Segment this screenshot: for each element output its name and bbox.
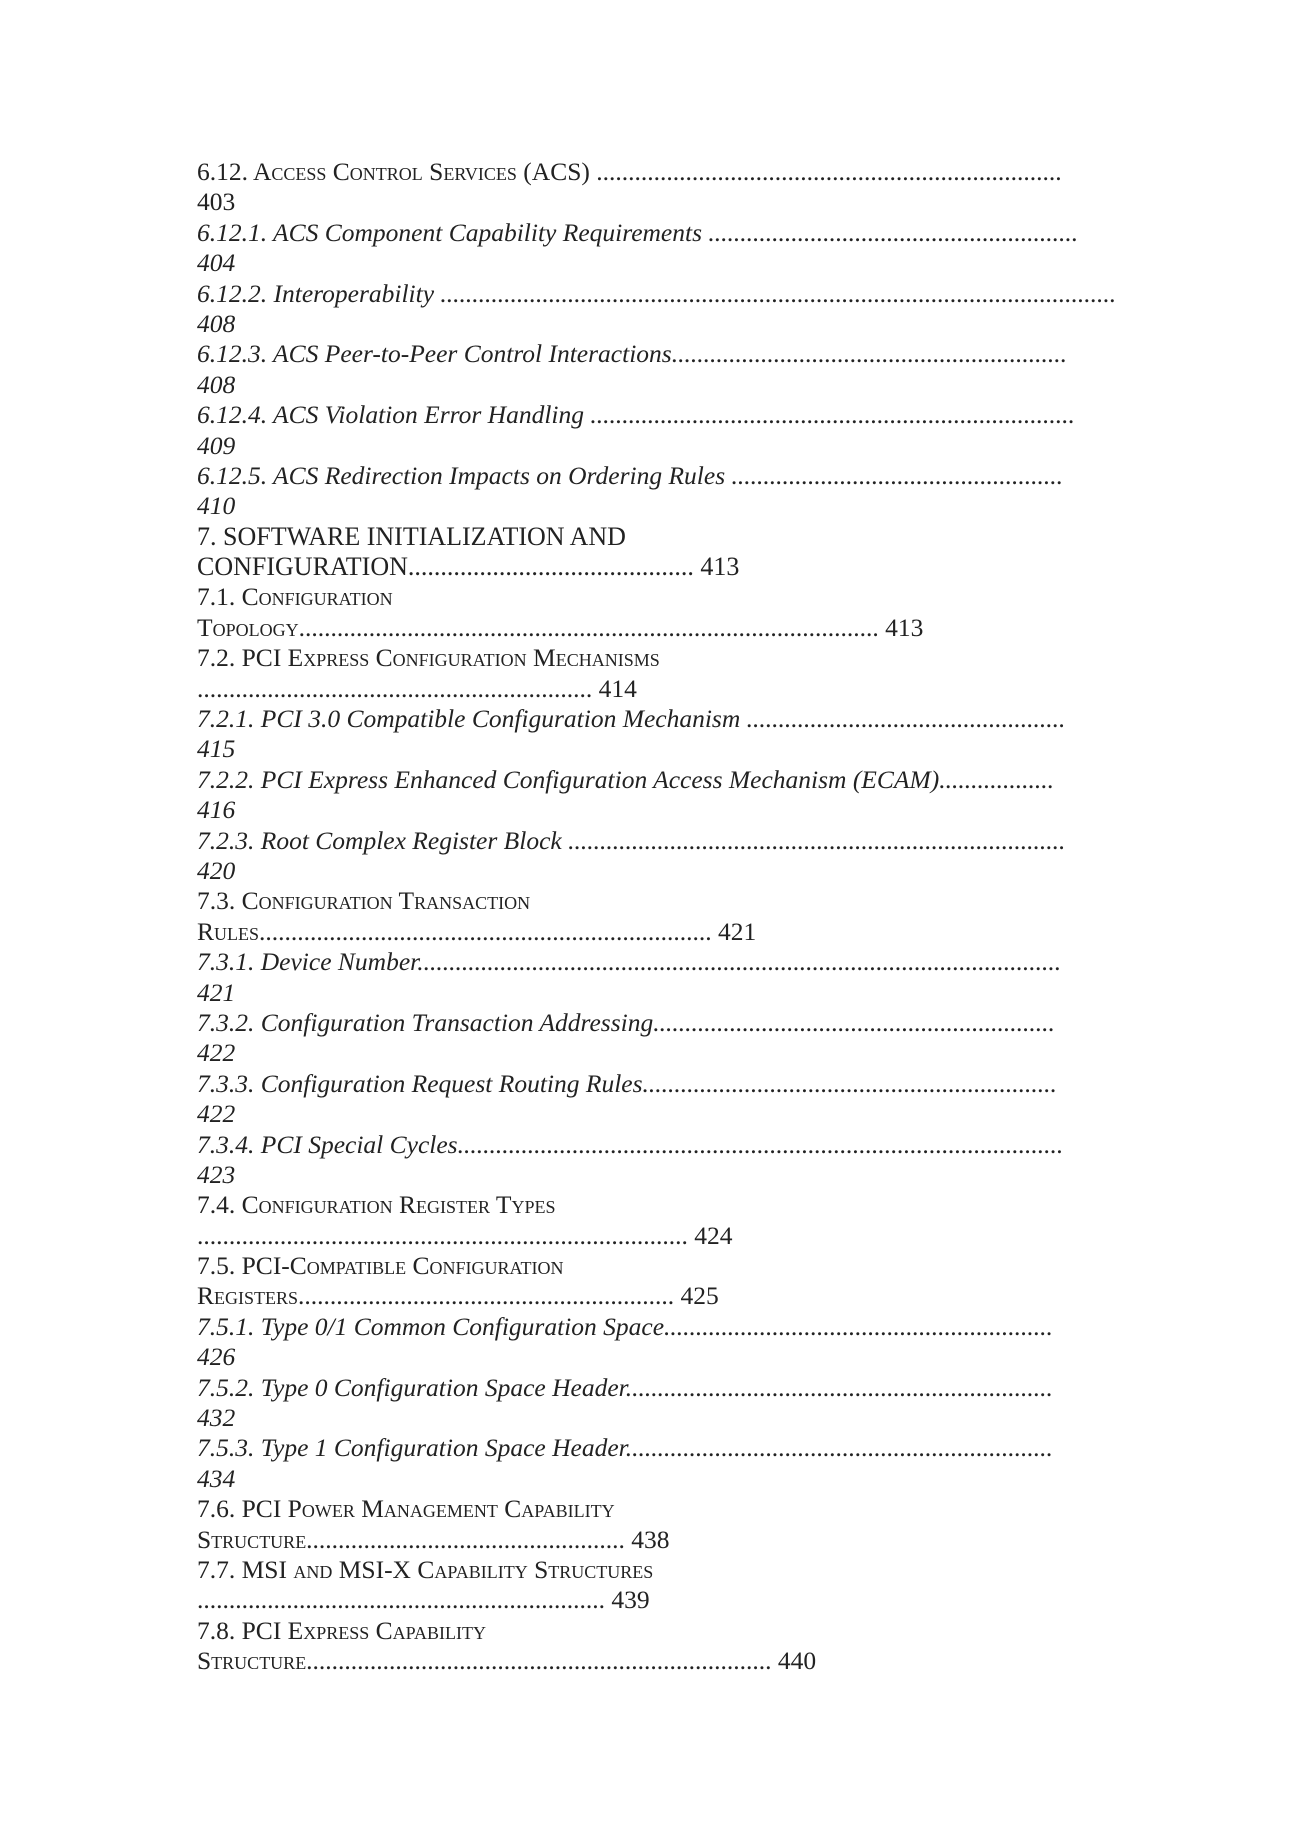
toc-entry-title: 7.5. PCI-Compatible Configuration: [197, 1251, 564, 1281]
toc-entry-title: 7.3.2. Configuration Transaction Addressing...............................................................: [197, 1007, 1055, 1037]
toc-entry[interactable]: [197, 643, 1127, 704]
toc-entry[interactable]: [197, 1251, 1127, 1312]
toc-entry-page: 432: [197, 1403, 236, 1433]
toc-entry-page: 408: [197, 308, 236, 338]
toc-entry-title: 7.3.3. Configuration Request Routing Rules.................................................................: [197, 1068, 1057, 1098]
toc-entry-page: 415: [197, 734, 236, 764]
toc-entry-page: 408: [197, 369, 236, 399]
toc-entry-page: Registers........................................................... 425: [197, 1281, 719, 1311]
toc-entry-title: 7.2.2. PCI Express Enhanced Configuration Access Mechanism (ECAM)..................: [197, 764, 1054, 794]
toc-entry-title: 7.5.3. Type 1 Configuration Space Header...................................................................: [197, 1433, 1053, 1463]
toc-page: [197, 157, 1127, 1677]
toc-entry-title: 6.12.2. Interoperability ..........................................................................................................: [197, 278, 1117, 308]
toc-entry-title: 7.2.1. PCI 3.0 Compatible Configuration Mechanism ..................................................: [197, 704, 1066, 734]
toc-entry-page: Rules....................................................................... 421: [197, 916, 757, 946]
toc-entry[interactable]: [197, 1433, 1127, 1494]
toc-entry[interactable]: [197, 157, 1127, 218]
toc-entry-title: 7.3. Configuration Transaction: [197, 886, 531, 916]
toc-entry-page: 423: [197, 1159, 236, 1189]
toc-entry-page: 404: [197, 248, 236, 278]
toc-entry[interactable]: [197, 461, 1127, 522]
toc-entry-page: CONFIGURATION............................................ 413: [197, 552, 740, 582]
toc-entry[interactable]: [197, 765, 1127, 826]
toc-entry-title: 7.5.2. Type 0 Configuration Space Header...................................................................: [197, 1372, 1053, 1402]
toc-entry-page: Topology........................................................................................... 413: [197, 612, 924, 642]
toc-entry[interactable]: [197, 826, 1127, 887]
toc-entry[interactable]: [197, 1555, 1127, 1616]
toc-entry[interactable]: [197, 582, 1127, 643]
toc-entry-page: 426: [197, 1342, 236, 1372]
toc-entry-title: 7. SOFTWARE INITIALIZATION AND: [197, 521, 626, 551]
toc-entry[interactable]: [197, 704, 1127, 765]
toc-entry-page: .............................................................. 414: [197, 673, 637, 703]
toc-entry-title: 6.12. Access Control Services (ACS) .........................................................................: [197, 157, 1062, 186]
toc-entry-title: 7.3.1. Device Number.....................................................................................................: [197, 947, 1062, 977]
toc-entry-title: 7.1. Configuration: [197, 582, 393, 612]
toc-entry-title: 6.12.5. ACS Redirection Impacts on Ordering Rules ....................................................: [197, 460, 1063, 490]
toc-entry-title: 6.12.1. ACS Component Capability Requirements ..........................................................: [197, 217, 1079, 247]
toc-entry-page: 416: [197, 795, 236, 825]
toc-entry-page: 420: [197, 855, 236, 885]
toc-entry-title: 6.12.3. ACS Peer-to-Peer Control Interactions..............................................................: [197, 339, 1067, 369]
toc-entry-title: 7.4. Configuration Register Types: [197, 1190, 556, 1220]
toc-entry-page: 434: [197, 1463, 236, 1493]
toc-chapter-entry[interactable]: [197, 522, 1127, 583]
toc-entry-page: Structure......................................................................... 440: [197, 1646, 817, 1676]
toc-entry-page: 421: [197, 977, 236, 1007]
toc-entry[interactable]: [197, 1190, 1127, 1251]
toc-entry[interactable]: [197, 339, 1127, 400]
toc-entry-title: 6.12.4. ACS Violation Error Handling ............................................................................: [197, 400, 1075, 430]
toc-entry-title: 7.3.4. PCI Special Cycles...............................................................................................: [197, 1129, 1064, 1159]
toc-entry-title: 7.6. PCI Power Management Capability: [197, 1494, 615, 1524]
toc-entry[interactable]: [197, 1494, 1127, 1555]
toc-entry-title: 7.2.3. Root Complex Register Block ..............................................................................: [197, 825, 1066, 855]
toc-entry[interactable]: [197, 279, 1127, 340]
toc-entry-page: ................................................................ 439: [197, 1585, 650, 1615]
toc-entry-page: 403: [197, 187, 236, 217]
toc-entry-page: 409: [197, 430, 236, 460]
toc-entry[interactable]: [197, 1008, 1127, 1069]
toc-entry-page: 410: [197, 491, 236, 521]
toc-entry-page: ............................................................................. 424: [197, 1220, 733, 1250]
toc-entry-title: 7.7. MSI and MSI-X Capability Structures: [197, 1554, 654, 1584]
toc-entry[interactable]: [197, 1616, 1127, 1677]
toc-entry[interactable]: [197, 1069, 1127, 1130]
toc-entry-page: 422: [197, 1099, 236, 1129]
toc-entry[interactable]: [197, 1373, 1127, 1434]
toc-entry[interactable]: [197, 1130, 1127, 1191]
toc-entry-title: 7.5.1. Type 0/1 Common Configuration Space.............................................................: [197, 1311, 1053, 1341]
toc-entry-page: Structure.................................................. 438: [197, 1524, 670, 1554]
toc-entry-title: 7.2. PCI Express Configuration Mechanisms: [197, 643, 660, 673]
toc-entry-title: 7.8. PCI Express Capability: [197, 1615, 487, 1645]
toc-entry-page: 422: [197, 1038, 236, 1068]
toc-entry[interactable]: [197, 400, 1127, 461]
toc-entry[interactable]: [197, 218, 1127, 279]
toc-entry[interactable]: [197, 947, 1127, 1008]
toc-entry[interactable]: [197, 886, 1127, 947]
toc-entry[interactable]: [197, 1312, 1127, 1373]
